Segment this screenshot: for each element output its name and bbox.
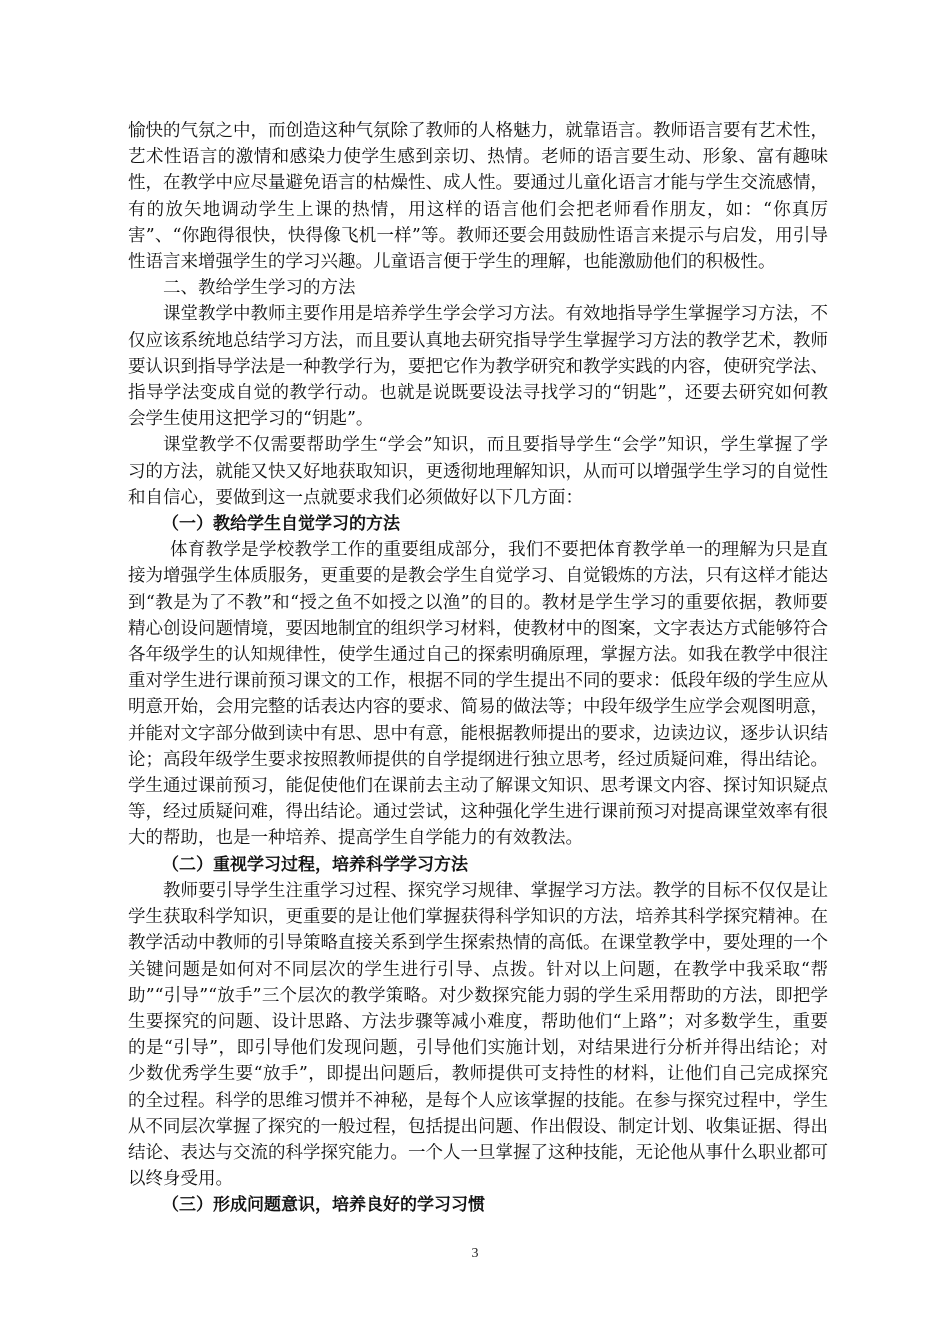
page-number: 3 (471, 1246, 479, 1261)
paragraph-teaching-methods: 课堂教学中教师主要作用是培养学生学会学习方法。有效地指导学生掌握学习方法，不仅应该系统地总结学习方法，而且要认真地去研究指导学生掌握学习方法的教学艺术，教师要认识到指导学法是一种教学行为，要把它作为教学研究和教学实践的内容，使研究学法、指导学法变成自觉的教学行动。也就是说既要设法寻找学习的“钥匙”，还要去研究如何教会学生使用这把学习的“钥匙”。 (128, 304, 828, 430)
paragraph-guidance-strategy: 教师要引导学生注重学习过程、探究学习规律、掌握学习方法。教学的目标不仅仅是让学生获取科学知识，更重要的是让他们掌握获得科学知识的方法，培养其科学探究精神。在教学活动中教师的引导策略直接关系到学生探索热情的高低。在课堂教学中，要处理的一个关键问题是如何对不同层次的学生进行引导、点拨。针对以上问题，在教学中我采取“帮助”“引导”“放手”三个层次的教学策略。对少数探究能力弱的学生采用帮助的方法，即把学生要探究的问题、设计思路、方法步骤等减小难度，帮助他们“上路”；对多数学生，重要的是“引导”，即引导他们发现问题，引导他们实施计划，对结果进行分析并得出结论；对少数优秀学生要“放手”，即提出问题后，教师提供可支持性的材料，让他们自己完成探究的全过程。科学的思维习惯并不神秘，是每个人应该掌握的技能。在参与探究过程中，学生从不同层次掌握了探究的一般过程，包括提出问题、作出假设、制定计划、收集证据、得出结论、表达与交流的科学探究能力。一个人一旦掌握了这种技能，无论他从事什么职业都可以终身受用。 (128, 880, 828, 1190)
heading-learning-process: （二）重视学习过程，培养科学学习方法 (162, 854, 468, 875)
heading-problem-awareness: （三）形成问题意识，培养良好的学习习惯 (162, 1195, 485, 1216)
paragraph-pe-teaching: 体育教学是学校教学工作的重要组成部分，我们不要把体育教学单一的理解为只是直接为增强学生体质服务，更重要的是教会学生自觉学习、自觉锻炼的方法，只有这样才能达到“教是为了不教”和“授之鱼不如授之以渔”的目的。教材是学生学习的重要依据，教师要精心创设问题情境，要因地制宜的组织学习材料，使教材中的图案，文字表达方式能够符合各年级学生的认知规律性，使学生通过自己的探索明确原理，掌握方法。如我在教学中很注重对学生进行课前预习课文的工作，根据不同的学生提出不同的要求：低段年级的学生应从明意开始，会用完整的话表达内容的要求、简易的做法等；中段年级学生应学会观图明意，并能对文字部分做到读中有思、思中有意，能根据教师提出的要求，边读边议，逐步认识结论；高段年级学生要求按照教师提供的自学提纲进行独立思考，经过质疑问难，得出结论。学生通过课前预习，能促使他们在课前去主动了解课文知识、思考课文内容、探讨知识疑点等，经过质疑问难，得出结论。通过尝试，这种强化学生进行课前预习对提高课堂效率有很大的帮助，也是一种培养、提高学生自学能力的有效教法。 (128, 540, 828, 849)
paragraph-language-art: 愉快的气氛之中，而创造这种气氛除了教师的人格魅力，就靠语言。教师语言要有艺术性，艺术性语言的激情和感染力使学生感到亲切、热情。老师的语言要生动、形象、富有趣味性，在教学中应尽量避免语言的枯燥性、成人性。要通过儿童化语言才能与学生交流感情，有的放矢地调动学生上课的热情，用这样的语言他们会把老师看作朋友，如：“你真厉害”、“你跑得很快，快得像飞机一样”等。教师还要会用鼓励性语言来提示与启发，用引导性语言来增强学生的学习兴趣。儿童语言便于学生的理解，也能激励他们的积极性。 (128, 121, 828, 273)
paragraph-learn-to-learn: 课堂教学不仅需要帮助学生“学会”知识，而且要指导学生“会学”知识，学生掌握了学习的方法，就能又快又好地获取知识，更透彻地理解知识，从而可以增强学生学习的自觉性和自信心，要做到这一点就要求我们必须做好以下几方面： (128, 435, 828, 508)
page-body (128, 118, 828, 1219)
heading-self-study-methods: （一）教给学生自觉学习的方法 (162, 514, 400, 535)
section-title-learning-methods: 二、教给学生学习的方法 (163, 278, 356, 299)
